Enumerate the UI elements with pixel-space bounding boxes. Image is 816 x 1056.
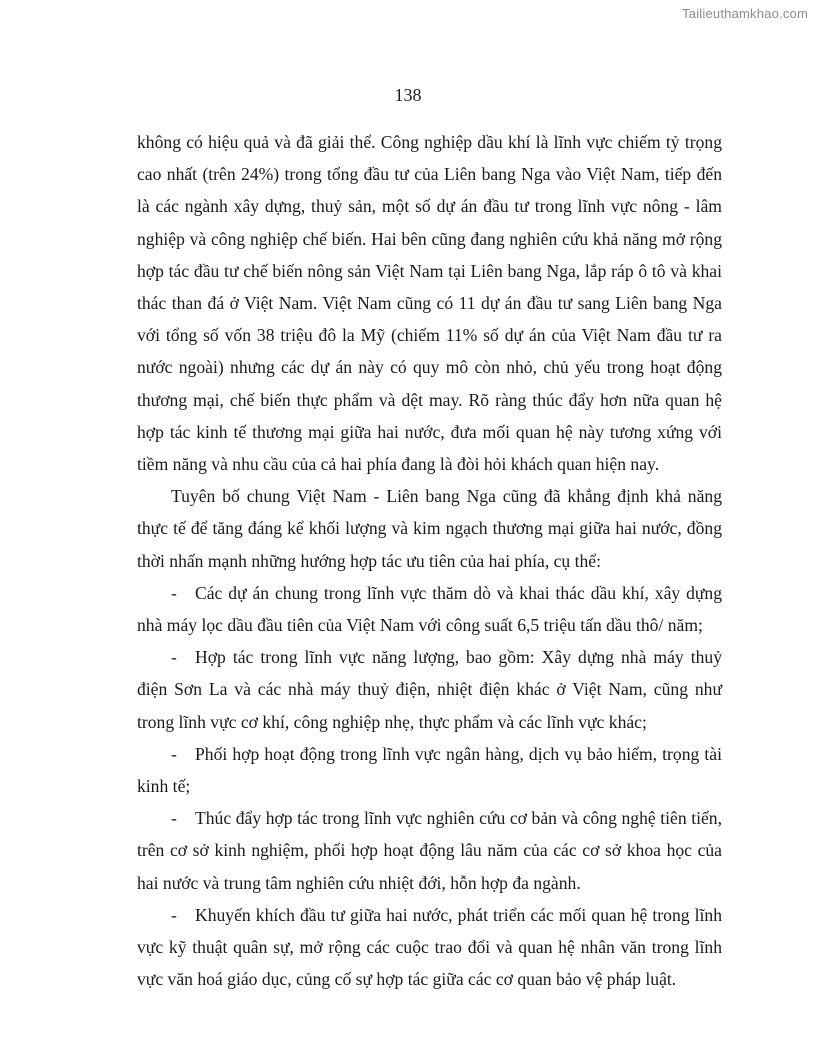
bullet-item-oil-gas [137, 577, 722, 641]
bullet-item-research [137, 802, 722, 899]
document-body [137, 126, 722, 995]
bullet-text: Các dự án chung trong lĩnh vực thăm dò và khai thác dầu khí, xây dựng nhà máy lọc dầu đầu tiên của Việt Nam với công suất 6,5 triệu tấn dầu thô/ năm; [137, 582, 722, 636]
bullet-text: Thúc đẩy hợp tác trong lĩnh vực nghiên cứu cơ bản và công nghệ tiên tiến, trên cơ sở kinh nghiệm, phối hợp hoạt động lâu năm của các cơ sở khoa học của hai nước và trung tâm nghiên cứu nhiệt đới, hỗn hợp đa ngành. [137, 808, 722, 893]
bullet-dash: - [171, 647, 177, 668]
bullet-item-investment [137, 899, 722, 996]
bullet-dash: - [171, 808, 177, 829]
paragraph-joint-declaration: Tuyên bố chung Việt Nam - Liên bang Nga cũng đã khẳng định khả năng thực tế để tăng đáng kể khối lượng và kim ngạch thương mại giữa hai nước, đồng thời nhấn mạnh những hướng hợp tác ưu tiên của hai phía, cụ thể: [137, 486, 722, 571]
bullet-text: Khuyến khích đầu tư giữa hai nước, phát triển các mối quan hệ trong lĩnh vực kỹ thuật quân sự, mở rộng các cuộc trao đổi và quan hệ nhân văn trong lĩnh vực văn hoá giáo dục, củng cố sự hợp tác giữa các cơ quan bảo vệ pháp luật. [137, 904, 722, 990]
page-number: 138 [394, 85, 422, 105]
watermark-text: Tailieuthamkhao.com [682, 6, 808, 21]
bullet-text: Phối hợp hoạt động trong lĩnh vực ngân hàng, dịch vụ bảo hiểm, trọng tài kinh tế; [137, 743, 722, 797]
bullet-item-banking [137, 738, 722, 802]
bullet-dash: - [171, 743, 177, 764]
bullet-text: Hợp tác trong lĩnh vực năng lượng, bao gồm: Xây dựng nhà máy thuỷ điện Sơn La và các nhà máy thuỷ điện, nhiệt điện khác ở Việt Nam, cũng như trong lĩnh vực cơ khí, công nghiệp nhẹ, thực phẩm và các lĩnh vực khác; [137, 647, 722, 732]
bullet-dash: - [171, 582, 177, 603]
bullet-item-energy [137, 641, 722, 738]
paragraph-continuation: không có hiệu quả và đã giải thể. Công nghiệp dầu khí là lĩnh vực chiếm tỷ trọng cao nhất (trên 24%) trong tổng đầu tư của Liên bang Nga vào Việt Nam, tiếp đến là các ngành xây dựng, thuỷ sản, một số dự án đầu tư trong lĩnh vực nông - lâm nghiệp và công nghiệp chế biến. Hai bên cũng đang nghiên cứu khả năng mở rộng hợp tác đầu tư chế biến nông sản Việt Nam tại Liên bang Nga, lắp ráp ô tô và khai thác than đá ở Việt Nam. Việt Nam cũng có 11 dự án đầu tư sang Liên bang Nga với tổng số vốn 38 triệu đô la Mỹ (chiếm 11% số dự án của Việt Nam đầu tư ra nước ngoài) nhưng các dự án này có quy mô còn nhỏ, chủ yếu trong hoạt động thương mại, chế biến thực phẩm và dệt may. Rõ ràng thúc đẩy hơn nữa quan hệ hợp tác kinh tế thương mại giữa hai nước, đưa mối quan hệ này tương xứng với tiềm năng và nhu cầu của cả hai phía đang là đòi hỏi khách quan hiện nay. [137, 132, 722, 475]
bullet-dash: - [171, 904, 177, 925]
